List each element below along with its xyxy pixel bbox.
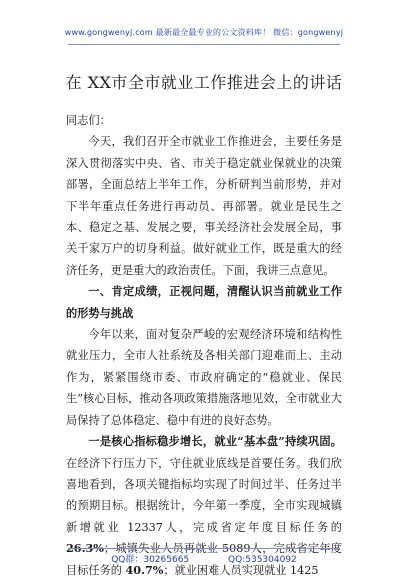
- paragraph-text: ；就业困难人员实现就业 1425: [163, 563, 319, 577]
- salutation: 同志们：: [66, 114, 111, 127]
- header-divider: [68, 44, 340, 45]
- footer: [0, 552, 408, 565]
- intro-paragraph: 今天，我们召开全市就业工作推进会，主要任务是深入贯彻落实中央、省、市关于稳定就业保就业的决策部署，全面总结上半年工作，分析研判当前形势，并对下半年重点任务进行再动员、再部署。就业是民生之本、稳定之基、发展之要，事关经济社会发展全局，事关千家万户的切身利益。做好就业工作，既是重大的经济任务，更是重大的政治责任。下面，我讲三点意见。: [66, 135, 342, 277]
- footer-qq-group: QQ群：30265665: [111, 555, 190, 565]
- header-banner: www.gongwenyj.com 最新最全最专业的公文资料库！ 微信：gongwenyj: [64, 28, 344, 37]
- paragraph-lead: 一是核心指标稳步增长，就业“基本盘”持续巩固。: [88, 434, 342, 449]
- footer-qq: QQ:535304092: [228, 555, 297, 565]
- document-body: [66, 110, 342, 581]
- section-heading: 一、肯定成绩，正视问题，清醒认识当前就业工作的形势与挑战: [66, 284, 342, 320]
- percentage-value: 26.3%: [66, 541, 104, 556]
- body-paragraph: 今年以来，面对复杂严峻的宏观经济环境和结构性就业压力，全市人社系统及各相关部门迎难而上、主动作为，紧紧围绕市委、市政府确定的“稳就业、保民生”核心目标，推动各项政策措施落地见效，全市就业大局保持了总体稳定、稳中有进的良好态势。: [66, 328, 342, 427]
- document-title: 在 XX市全市就业工作推进会上的讲话: [65, 73, 343, 92]
- paragraph-text: 在经济下行压力下，守住就业底线是首要任务。我们欣喜地看到，各项关键指标均实现了时间过半、任务过半的预期目标。根据统计，今年第一季度，全市实现城镇新增就业 12337人，完成省定年度目标任务的: [66, 456, 342, 534]
- percentage-value: 40.7%: [125, 562, 164, 577]
- footer-divider: [68, 548, 340, 549]
- paragraph-text: ；城镇失业人员再就业 5089人，完成省定年度目标任务的: [66, 542, 342, 577]
